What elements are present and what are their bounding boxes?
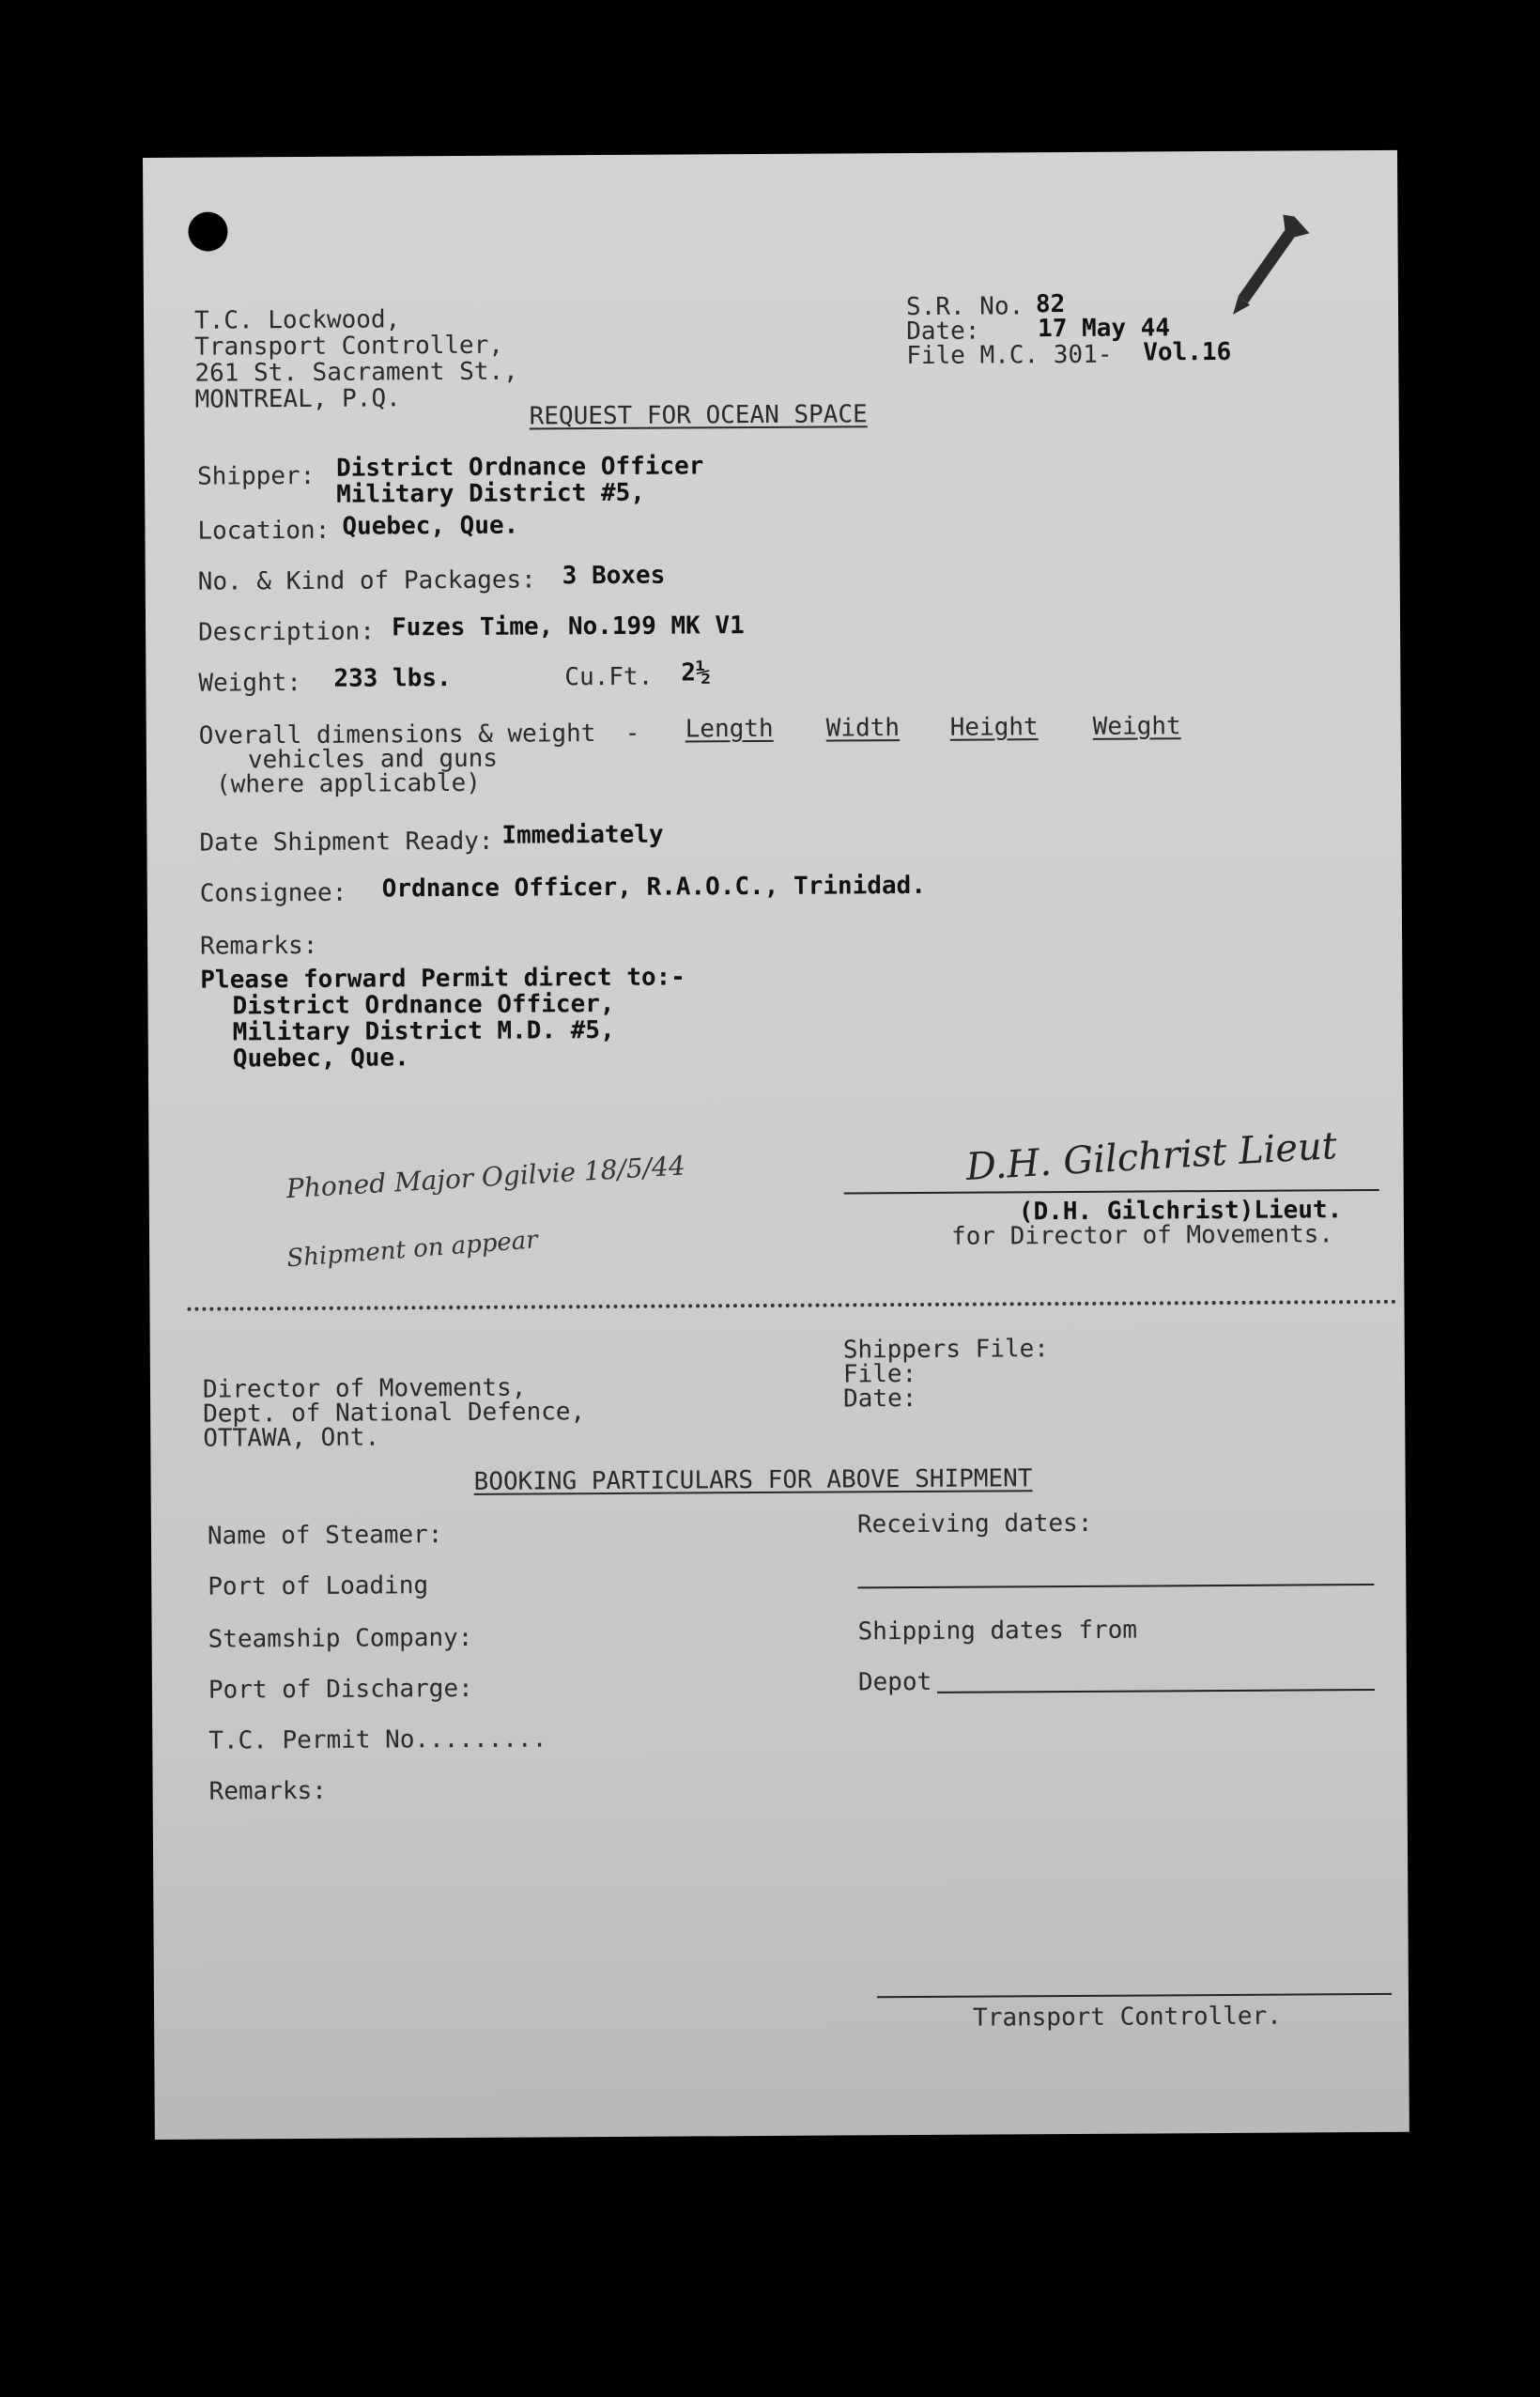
steamer-label: Name of Steamer:	[207, 1521, 443, 1551]
signatory-role: for Director of Movements.	[950, 1220, 1334, 1251]
file-field-label: File:	[842, 1359, 917, 1389]
overall-label-1: Overall dimensions & weight -	[198, 719, 640, 750]
depot-line	[937, 1689, 1375, 1693]
sr-value: 82	[1035, 290, 1066, 319]
punch-hole	[188, 211, 227, 251]
page-title: REQUEST FOR OCEAN SPACE	[529, 400, 868, 431]
location-label: Location:	[197, 516, 331, 546]
remarks-line1: Please forward Permit direct to:-	[200, 963, 685, 995]
shipper-line2: Military District #5,	[336, 478, 646, 509]
sender-city: MONTREAL, P.Q.	[194, 384, 401, 414]
signature: D.H. Gilchrist Lieut	[964, 1123, 1338, 1189]
consignee-label: Consignee:	[199, 878, 347, 908]
remarks-line4: Quebec, Que.	[232, 1044, 409, 1074]
arrow-icon	[1228, 212, 1314, 317]
permit-label: T.C. Permit No.........	[208, 1724, 547, 1755]
date-label: Date:	[906, 317, 980, 347]
column-length: Length	[685, 714, 774, 744]
consignee-value: Ordnance Officer, R.A.O.C., Trinidad.	[381, 871, 927, 904]
shipper-line1: District Ordnance Officer	[335, 452, 704, 483]
file-label: File M.C. 301-	[906, 340, 1113, 371]
packages-value: 3 Boxes	[562, 561, 666, 591]
sr-label: S.R. No.	[905, 292, 1024, 322]
packages-label: No. & Kind of Packages:	[197, 565, 536, 596]
shippers-file-label: Shippers File:	[842, 1335, 1050, 1365]
remarks-label: Remarks:	[200, 931, 318, 961]
weight-value: 233 lbs.	[333, 664, 452, 693]
cuft-value: 2½	[681, 658, 711, 688]
handwritten-note-line1: Phoned Major Ogilvie 18/5/44	[285, 1150, 686, 1205]
shipping-label: Shipping dates from	[857, 1616, 1138, 1647]
location-value: Quebec, Que.	[342, 511, 519, 541]
port-discharge-label: Port of Discharge:	[208, 1674, 473, 1705]
port-loading-label: Port of Loading	[208, 1571, 429, 1601]
date-field-label: Date:	[842, 1384, 917, 1414]
dotted-divider	[187, 1300, 1396, 1311]
receiving-line	[857, 1584, 1374, 1588]
controller-label: Transport Controller.	[973, 2002, 1282, 2033]
cuft-label: Cu.Ft.	[564, 662, 654, 692]
shipper-label: Shipper:	[196, 461, 316, 491]
sender-title: Transport Controller,	[194, 331, 504, 362]
weight-label: Weight:	[198, 668, 302, 698]
column-width: Width	[825, 714, 901, 743]
booking-remarks-label: Remarks:	[208, 1776, 327, 1806]
description-label: Description:	[197, 617, 376, 647]
depot-label: Depot	[857, 1667, 932, 1697]
addressee-line2: Dept. of National Defence,	[203, 1398, 586, 1429]
overall-label-2: vehicles and guns	[247, 744, 499, 775]
signature-line	[844, 1189, 1379, 1194]
ready-value: Immediately	[501, 820, 664, 850]
addressee-line3: OTTAWA, Ont.	[203, 1423, 380, 1453]
remarks-line3: Military District M.D. #5,	[232, 1015, 615, 1047]
company-label: Steamship Company:	[208, 1623, 473, 1654]
column-weight: Weight	[1092, 712, 1181, 741]
remarks-line2: District Ordnance Officer,	[232, 989, 615, 1021]
description-value: Fuzes Time, No.199 MK V1	[391, 611, 745, 642]
date-value: 17 May 44	[1038, 314, 1171, 344]
controller-signature-line	[877, 1993, 1392, 1998]
document-sheet	[143, 150, 1409, 2140]
booking-heading: BOOKING PARTICULARS FOR ABOVE SHIPMENT	[473, 1464, 1033, 1496]
column-height: Height	[949, 713, 1039, 742]
overall-label-3: (where applicable)	[215, 768, 481, 799]
addressee-line1: Director of Movements,	[202, 1373, 527, 1404]
ready-label: Date Shipment Ready:	[199, 827, 494, 858]
sender-name: T.C. Lockwood,	[193, 305, 401, 335]
sender-street: 261 St. Sacrament St.,	[194, 357, 518, 388]
receiving-label: Receiving dates:	[856, 1508, 1093, 1539]
file-value: Vol.16	[1143, 337, 1232, 367]
handwritten-note-line2: Shipment on appear	[285, 1226, 539, 1274]
signatory-name: (D.H. Gilchrist)Lieut.	[1018, 1196, 1343, 1227]
